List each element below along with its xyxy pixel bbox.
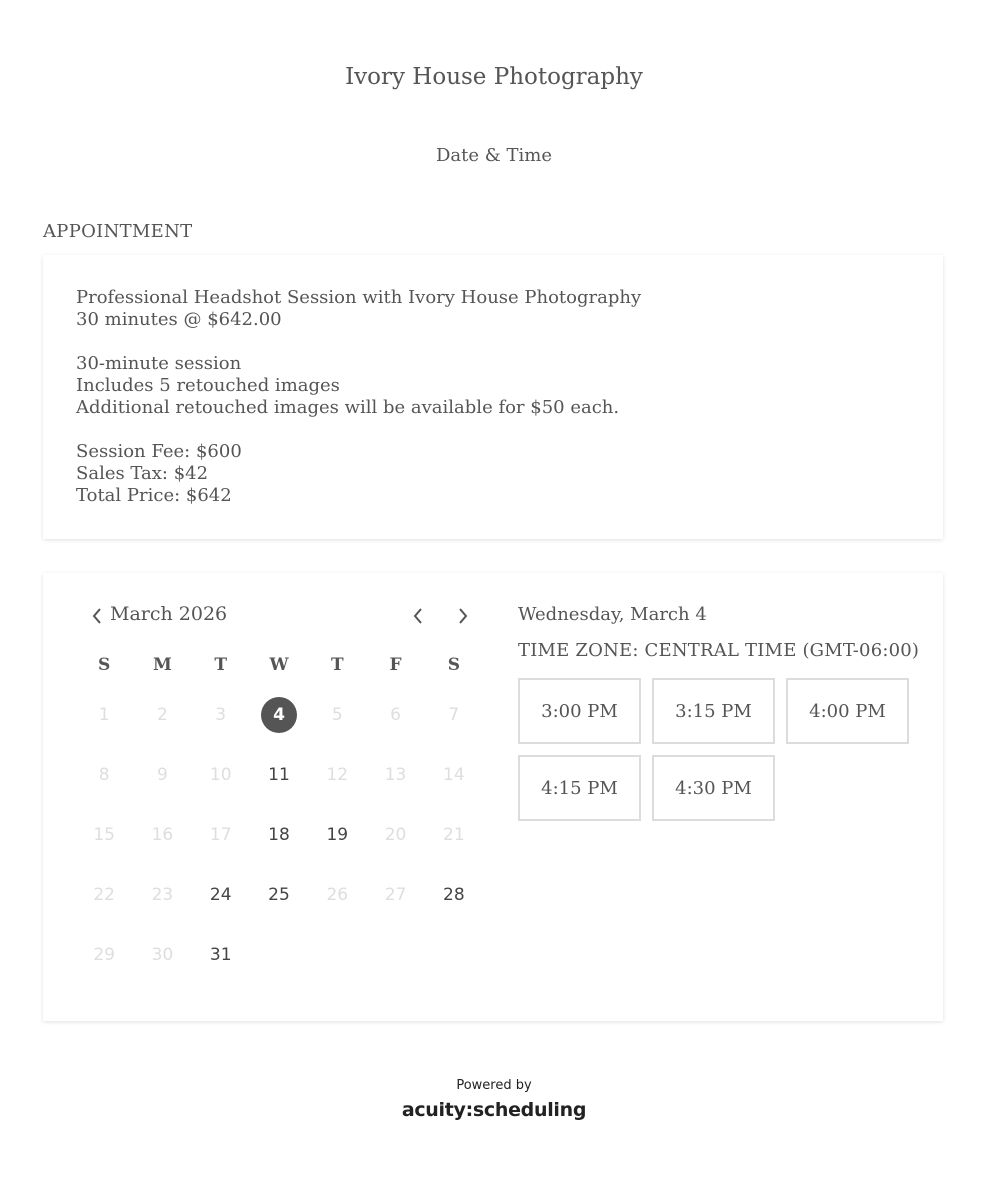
calendar-day[interactable]: 11 xyxy=(268,765,290,785)
weekday-header xyxy=(75,655,483,685)
line-gap xyxy=(76,419,910,441)
calendar-day-disabled: 12 xyxy=(326,765,349,785)
calendar-day-disabled: 6 xyxy=(390,705,401,725)
calendar-day-disabled: 2 xyxy=(157,705,168,725)
appointment-line: Additional retouched images will be available for $50 each. xyxy=(76,397,620,418)
powered-by-label: Powered by xyxy=(456,1078,532,1093)
calendar-week xyxy=(75,685,483,745)
calendar-day[interactable]: 31 xyxy=(209,945,232,965)
calendar-day[interactable]: 28 xyxy=(443,885,465,905)
time-slot-button[interactable]: 3:15 PM xyxy=(652,678,775,744)
weekday-label: W xyxy=(269,655,289,675)
calendar-week xyxy=(75,745,483,805)
appointment-details xyxy=(76,287,910,507)
calendar-day-disabled: 23 xyxy=(151,885,174,905)
calendar-card xyxy=(43,573,943,1021)
previous-month-button[interactable] xyxy=(408,605,428,627)
weekday-label: T xyxy=(330,655,344,675)
weekday-label: M xyxy=(153,655,172,675)
calendar-day-disabled: 8 xyxy=(98,765,110,785)
acuity-logo[interactable]: acuity:scheduling xyxy=(401,1099,587,1121)
chevron-left-icon xyxy=(92,608,102,624)
appointment-card xyxy=(43,255,943,539)
appointment-line: 30 minutes @ $642.00 xyxy=(76,309,282,330)
calendar-week xyxy=(75,865,483,925)
calendar-day-disabled: 20 xyxy=(384,825,407,845)
calendar-day-disabled: 3 xyxy=(215,705,227,725)
calendar-day-disabled: 1 xyxy=(98,705,110,725)
appointment-line: Professional Headshot Session with Ivory House Photography xyxy=(76,287,642,308)
month-label[interactable]: March 2026 xyxy=(110,603,228,625)
line-gap xyxy=(76,331,910,353)
calendar-day-disabled: 16 xyxy=(151,825,174,845)
calendar-day-disabled: 26 xyxy=(326,885,349,905)
calendar-week xyxy=(75,925,483,985)
calendar-day[interactable]: 19 xyxy=(326,825,349,845)
time-slot-button[interactable]: 3:00 PM xyxy=(518,678,641,744)
step-title: Date & Time xyxy=(436,145,552,166)
calendar-day-disabled: 14 xyxy=(443,765,465,785)
chevron-right-icon xyxy=(458,608,468,624)
calendar-day-selected[interactable] xyxy=(250,685,308,745)
appointment-line: Session Fee: $600 xyxy=(76,441,242,462)
chevron-left-icon xyxy=(413,608,423,624)
appointment-line: Total Price: $642 xyxy=(76,485,232,506)
weekday-label: S xyxy=(98,655,111,675)
calendar-day[interactable]: 18 xyxy=(268,825,290,845)
appointment-section-label: APPOINTMENT xyxy=(43,221,193,242)
time-slot-button[interactable]: 4:30 PM xyxy=(652,755,775,821)
calendar-day-disabled: 5 xyxy=(331,705,343,725)
calendar-day-disabled: 15 xyxy=(93,825,115,845)
calendar-day-disabled: 13 xyxy=(384,765,407,785)
selected-date-heading: Wednesday, March 4 xyxy=(518,604,707,625)
appointment-line: Includes 5 retouched images xyxy=(76,375,340,396)
appointment-line: 30-minute session xyxy=(76,353,242,374)
calendar-day-disabled: 30 xyxy=(151,945,174,965)
timezone-label[interactable]: TIME ZONE: CENTRAL TIME (GMT-06:00) xyxy=(518,640,920,661)
next-month-button[interactable] xyxy=(453,605,473,627)
calendar-week xyxy=(75,805,483,865)
calendar-day[interactable]: 24 xyxy=(209,885,232,905)
calendar-day-disabled: 9 xyxy=(157,765,168,785)
business-title: Ivory House Photography xyxy=(345,64,643,90)
calendar-day-disabled: 22 xyxy=(93,885,115,905)
weekday-label: F xyxy=(389,655,402,675)
weekday-label: S xyxy=(447,655,460,675)
calendar-day-disabled: 10 xyxy=(209,765,232,785)
calendar-day-disabled: 17 xyxy=(209,825,232,845)
month-back-button[interactable] xyxy=(88,605,106,627)
calendar-day-disabled: 29 xyxy=(93,945,115,965)
calendar-grid xyxy=(75,655,483,985)
month-bar xyxy=(88,603,518,629)
time-slot-button[interactable]: 4:15 PM xyxy=(518,755,641,821)
appointment-line: Sales Tax: $42 xyxy=(76,463,209,484)
weekday-label: T xyxy=(214,655,228,675)
calendar-day-disabled: 7 xyxy=(448,705,460,725)
calendar-day-disabled: 27 xyxy=(384,885,407,905)
calendar-day[interactable]: 25 xyxy=(268,885,290,905)
calendar-day-disabled: 21 xyxy=(443,825,465,845)
time-slot-button[interactable]: 4:00 PM xyxy=(786,678,909,744)
selected-day-circle: 4 xyxy=(261,697,297,733)
